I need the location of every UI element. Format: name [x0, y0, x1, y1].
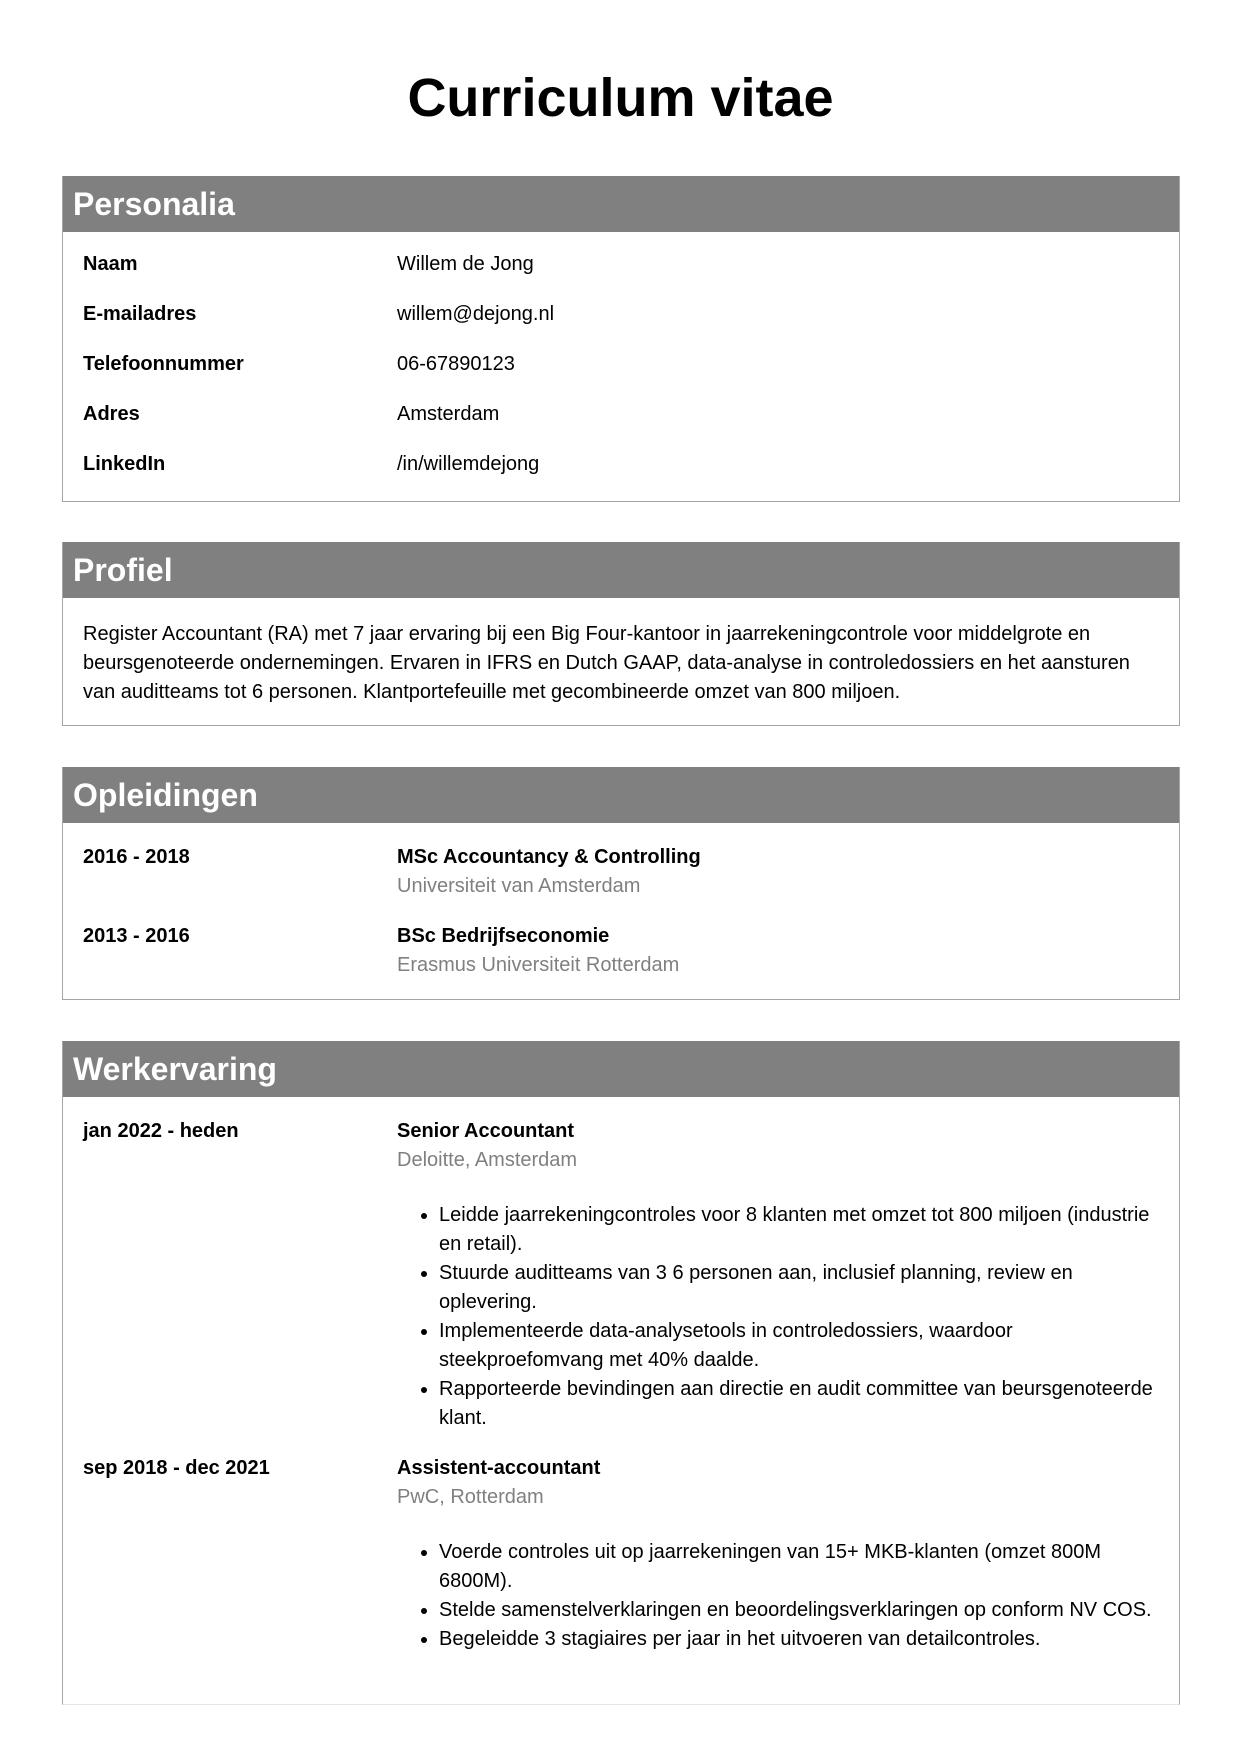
duty-item: • Begeleidde 3 stagiaires per jaar in het uitvoeren van detailcontroles. [439, 1625, 1159, 1654]
education-period: 2016 - 2018 [83, 846, 190, 868]
document-title: Curriculum vitae [407, 68, 834, 128]
duty-item: • Stelde samenstelverklaringen en beoordelingsverklaringen op conform NV COS. [439, 1596, 1159, 1625]
personalia-row-telefoon [63, 352, 1179, 402]
field-value: /in/willemdejong [397, 453, 540, 475]
education-institution: Universiteit van Amsterdam [397, 875, 641, 897]
duty-item: • Stuurde auditteams van 3 6 personen aan, inclusief planning, review en oplevering. [439, 1259, 1159, 1317]
education-entry [63, 922, 1179, 980]
field-label: Telefoonnummer [83, 353, 244, 375]
section-heading-werkervaring: Werkervaring [63, 1041, 1179, 1097]
job-duties [397, 1538, 1159, 1654]
education-institution: Erasmus Universiteit Rotterdam [397, 954, 680, 976]
field-label: Adres [83, 403, 140, 425]
education-degree: MSc Accountancy & Controlling [397, 846, 701, 868]
job-duties [397, 1201, 1159, 1433]
personalia-row-adres [63, 402, 1179, 452]
experience-entry [63, 1117, 1179, 1454]
duty-item: • Leidde jaarrekeningcontroles voor 8 klanten met omzet tot 800 miljoen (industrie en retail). [439, 1201, 1159, 1259]
duty-item: • Voerde controles uit op jaarrekeningen van 15+ MKB-klanten (omzet 800M 6800M). [439, 1538, 1159, 1596]
section-werkervaring [62, 1041, 1180, 1705]
personalia-row-linkedin [63, 452, 1179, 502]
job-title: Assistent-accountant [397, 1457, 601, 1479]
employer: Deloitte, Amsterdam [397, 1149, 578, 1171]
experience-entry [63, 1454, 1179, 1654]
personalia-row-naam [63, 252, 1179, 302]
section-opleidingen [62, 767, 1180, 1000]
education-period: 2013 - 2016 [83, 925, 190, 947]
field-label: Naam [83, 253, 138, 275]
duty-item: • Rapporteerde bevindingen aan directie en audit committee van beursgenoteerde klant. [439, 1375, 1159, 1433]
section-profiel [62, 542, 1180, 726]
personalia-row-email [63, 302, 1179, 352]
section-heading-personalia: Personalia [63, 176, 1179, 232]
education-entry [63, 843, 1179, 922]
experience-list [63, 1097, 1179, 1654]
field-value: willem@dejong.nl [397, 303, 555, 325]
section-heading-profiel: Profiel [63, 542, 1179, 598]
section-heading-opleidingen: Opleidingen [63, 767, 1179, 823]
job-title: Senior Accountant [397, 1120, 575, 1142]
duty-item: • Implementeerde data-analysetools in controledossiers, waardoor steekproefomvang met 40% daalde. [439, 1317, 1159, 1375]
section-personalia [62, 176, 1180, 502]
personalia-list [63, 232, 1179, 502]
education-degree: BSc Bedrijfseconomie [397, 925, 610, 947]
field-value: Amsterdam [397, 403, 500, 425]
field-value: Willem de Jong [397, 253, 534, 275]
field-label: E-mailadres [83, 303, 197, 325]
field-label: LinkedIn [83, 453, 166, 475]
experience-period: sep 2018 - dec 2021 [83, 1457, 270, 1479]
experience-period: jan 2022 - heden [83, 1120, 239, 1142]
profile-summary: Register Accountant (RA) met 7 jaar ervaring bij een Big Four-kantoor in jaarrekeningcontrole voor middelgrote en beursgenoteerde ondernemingen. Ervaren in IFRS en Dutch GAAP, data-analyse in controledossiers en het aansturen van auditteams tot 6 personen. Klantportefeuille met gecombineerde omzet van 800 miljoen. [83, 623, 1130, 703]
education-list [63, 823, 1179, 980]
field-value: 06-67890123 [397, 353, 515, 375]
employer: PwC, Rotterdam [397, 1486, 544, 1508]
